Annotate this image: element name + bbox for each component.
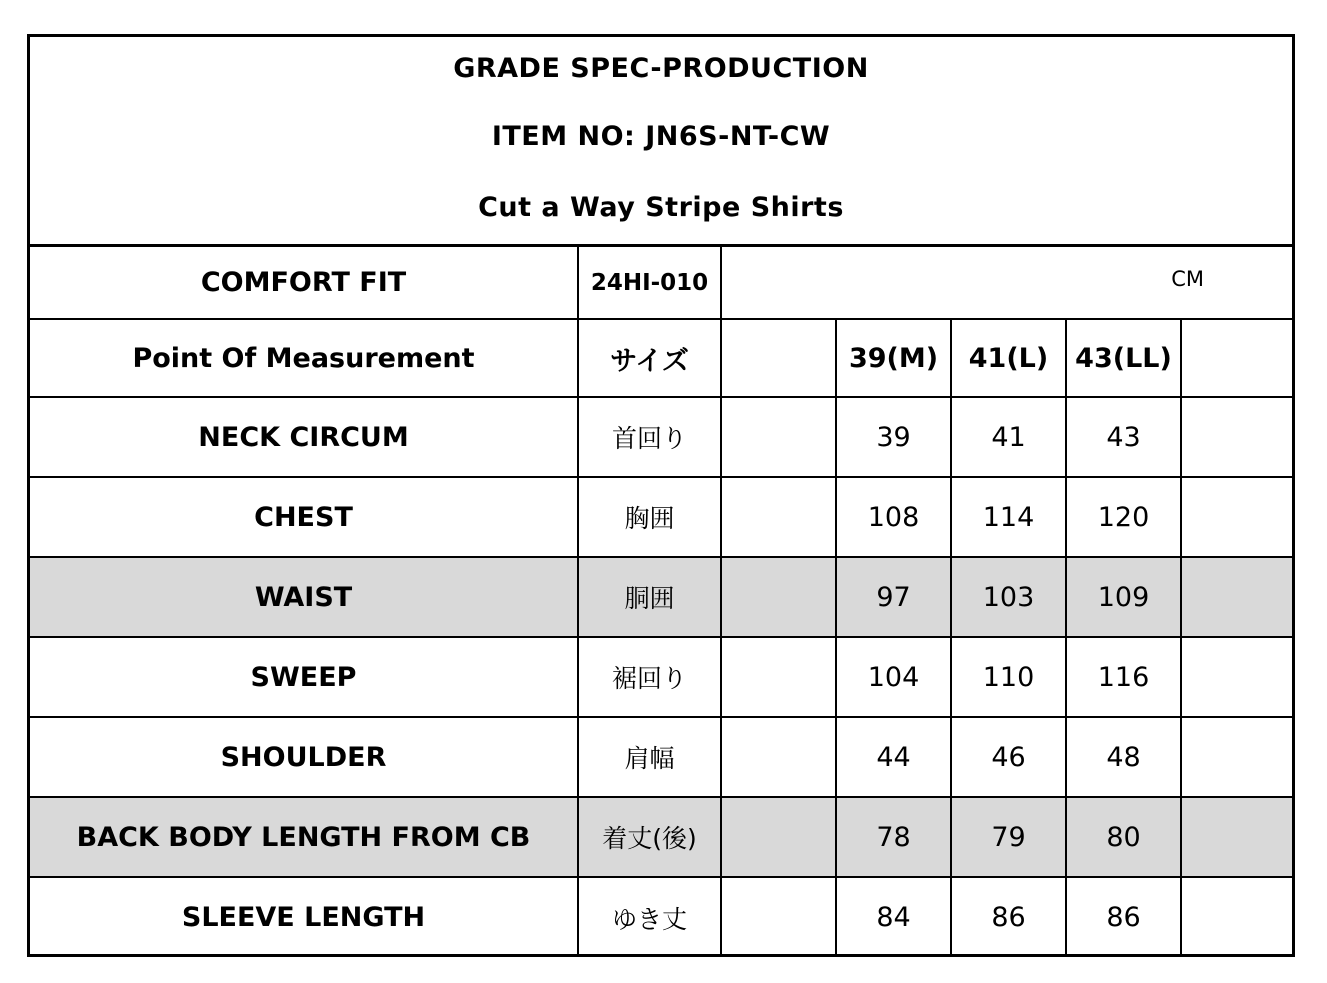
value-ll: 120 <box>1066 477 1181 557</box>
blank-cell <box>721 637 836 717</box>
blank-header-cell <box>721 319 836 397</box>
spec-table <box>30 247 1292 957</box>
size-header-l: 41(L) <box>951 319 1066 397</box>
blank-cell <box>1181 797 1292 877</box>
size-label-header: サイズ <box>578 319 721 397</box>
value-l: 110 <box>951 637 1066 717</box>
table-row <box>30 557 1292 637</box>
item-description: Cut a Way Stripe Shirts <box>478 192 844 223</box>
measurement-name-jp: 首回り <box>578 397 721 477</box>
measurement-name-jp: 着丈(後) <box>578 797 721 877</box>
grade-spec-sheet <box>27 34 1295 957</box>
measurement-name: SHOULDER <box>30 717 578 797</box>
sheet-header <box>30 37 1292 247</box>
blank-cell <box>1181 637 1292 717</box>
blank-cell <box>721 477 836 557</box>
blank-cell <box>1181 877 1292 957</box>
measurement-name: CHEST <box>30 477 578 557</box>
value-ll: 109 <box>1066 557 1181 637</box>
value-m: 97 <box>836 557 951 637</box>
table-row <box>30 717 1292 797</box>
blank-cell <box>1181 397 1292 477</box>
value-ll: 116 <box>1066 637 1181 717</box>
blank-cell <box>1181 717 1292 797</box>
blank-cell <box>721 397 836 477</box>
value-m: 44 <box>836 717 951 797</box>
table-row <box>30 877 1292 957</box>
item-number: ITEM NO: JN6S-NT-CW <box>491 121 831 152</box>
value-m: 104 <box>836 637 951 717</box>
measurement-name-jp: 肩幅 <box>578 717 721 797</box>
measurement-name: NECK CIRCUM <box>30 397 578 477</box>
size-header-ll: 43(LL) <box>1066 319 1181 397</box>
value-m: 84 <box>836 877 951 957</box>
blank-cell <box>721 877 836 957</box>
value-l: 46 <box>951 717 1066 797</box>
measurement-name-jp: 裾回り <box>578 637 721 717</box>
measurement-name: SLEEVE LENGTH <box>30 877 578 957</box>
pom-header: Point Of Measurement <box>30 319 578 397</box>
blank-cell <box>1181 557 1292 637</box>
measurement-name-jp: 胸囲 <box>578 477 721 557</box>
value-l: 86 <box>951 877 1066 957</box>
measurement-name: BACK BODY LENGTH FROM CB <box>30 797 578 877</box>
measurement-name-jp: 胴囲 <box>578 557 721 637</box>
value-l: 79 <box>951 797 1066 877</box>
measurement-name-jp: ゆき丈 <box>578 877 721 957</box>
column-header-row <box>30 319 1292 397</box>
measurement-name: WAIST <box>30 557 578 637</box>
blank-cell <box>721 557 836 637</box>
unit-label: CM <box>1171 266 1204 291</box>
unit-cell <box>721 247 1292 319</box>
table-row <box>30 797 1292 877</box>
value-l: 103 <box>951 557 1066 637</box>
value-m: 39 <box>836 397 951 477</box>
fit-type: COMFORT FIT <box>30 247 578 319</box>
value-ll: 86 <box>1066 877 1181 957</box>
fit-row <box>30 247 1292 319</box>
value-l: 114 <box>951 477 1066 557</box>
blank-cell <box>721 797 836 877</box>
value-ll: 48 <box>1066 717 1181 797</box>
measurement-name: SWEEP <box>30 637 578 717</box>
value-l: 41 <box>951 397 1066 477</box>
sheet-title: GRADE SPEC-PRODUCTION <box>453 53 869 84</box>
blank-cell <box>1181 477 1292 557</box>
table-row <box>30 477 1292 557</box>
value-m: 78 <box>836 797 951 877</box>
value-m: 108 <box>836 477 951 557</box>
blank-cell <box>721 717 836 797</box>
spec-code: 24HI-010 <box>578 247 721 319</box>
size-header-m: 39(M) <box>836 319 951 397</box>
value-ll: 80 <box>1066 797 1181 877</box>
blank-header-cell <box>1181 319 1292 397</box>
value-ll: 43 <box>1066 397 1181 477</box>
table-row <box>30 397 1292 477</box>
table-row <box>30 637 1292 717</box>
